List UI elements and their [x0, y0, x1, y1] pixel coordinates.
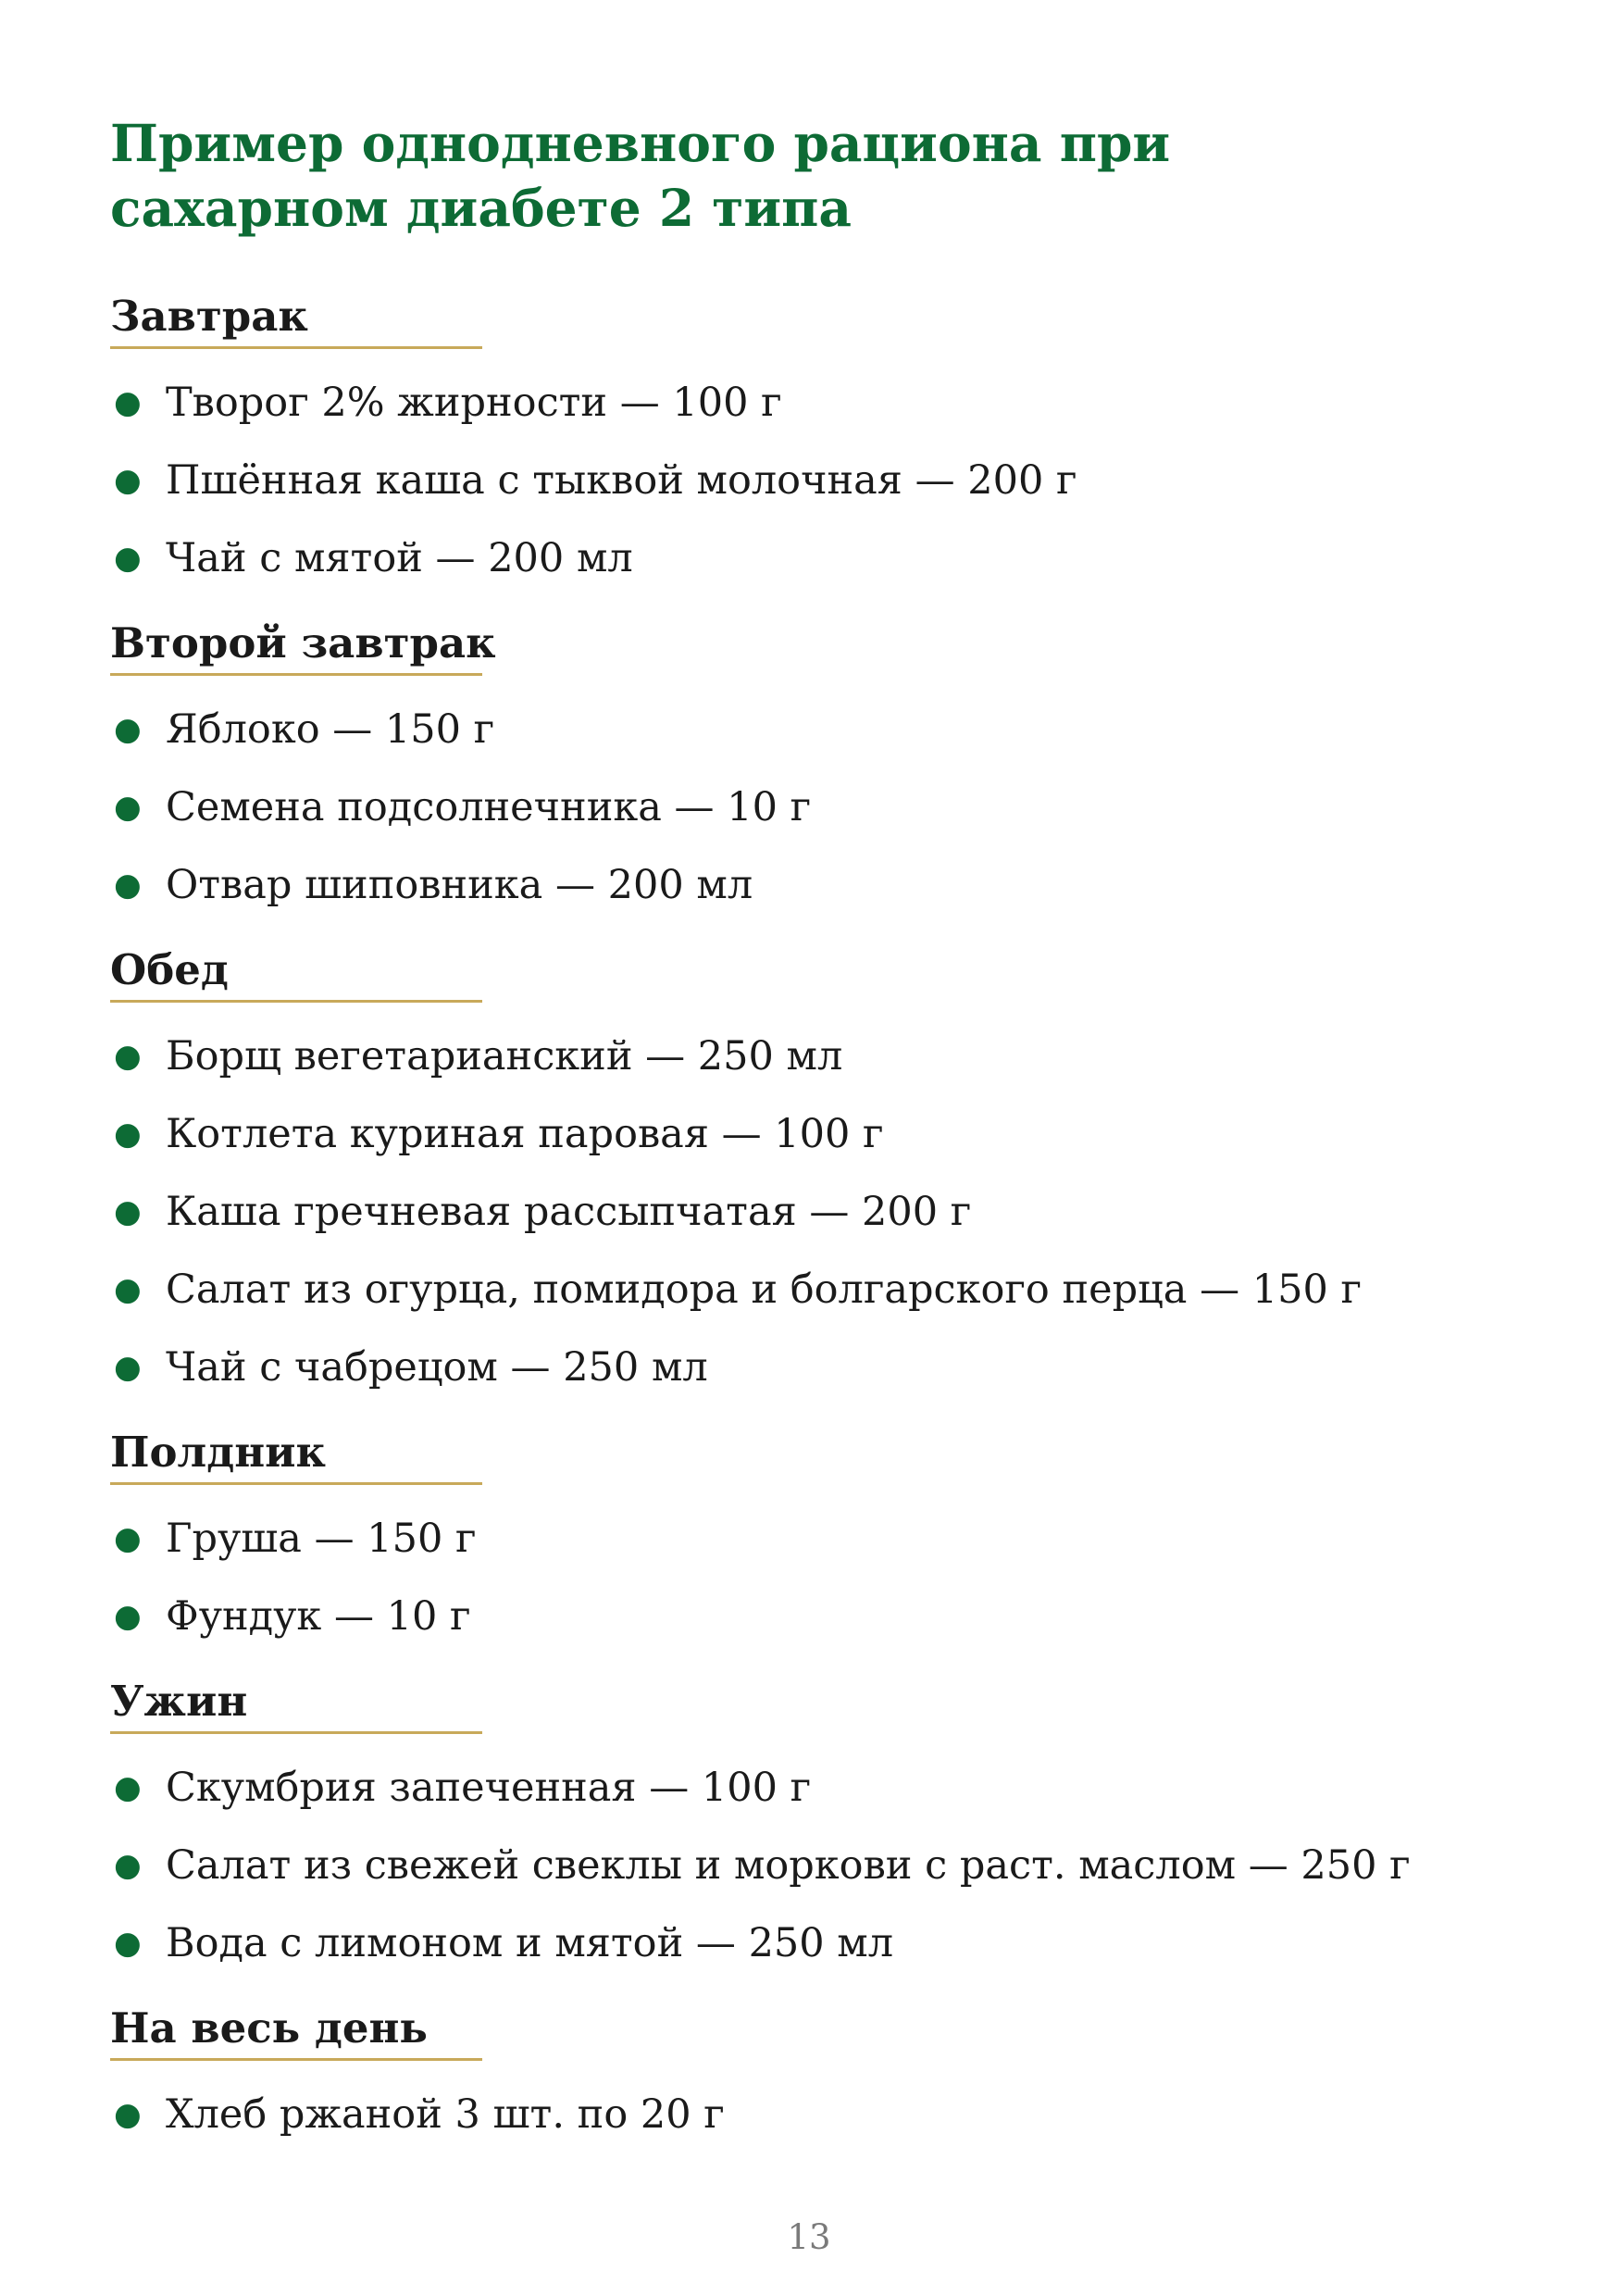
bullet-dot-icon: ●: [114, 1116, 142, 1153]
list-item: [110, 1749, 1517, 1827]
bullet-dot-icon: ●: [114, 1847, 142, 1884]
section-heading: Завтрак: [110, 292, 308, 341]
bullet-dot-icon: ●: [114, 1520, 142, 1557]
list-item: [110, 1095, 1517, 1173]
bullet-dot-icon: ●: [114, 1769, 142, 1806]
list-item-text: Пшённая каша с тыквой молочная — 200 г: [166, 457, 1077, 504]
section-heading: Второй завтрак: [110, 618, 496, 668]
list-item: [110, 1827, 1517, 1904]
bullet-dot-icon: ●: [114, 789, 142, 826]
page-number: 13: [787, 2217, 831, 2257]
section-lunch: [110, 944, 1517, 1406]
bullet-dot-icon: ●: [114, 1925, 142, 1962]
list-item-text: Скумбрия запеченная — 100 г: [166, 1765, 812, 1811]
list-item-text: Яблоко — 150 г: [166, 706, 495, 753]
list-item: [110, 1017, 1517, 1095]
list-item: [110, 1578, 1517, 1655]
heading-underline: [110, 2058, 482, 2061]
bullet-dot-icon: ●: [114, 711, 142, 748]
list-item-text: Вода с лимоном и мятой — 250 мл: [166, 1920, 894, 1966]
bullet-dot-icon: ●: [114, 1271, 142, 1308]
list-item: [110, 1500, 1517, 1578]
list-item-text: Отвар шиповника — 200 мл: [166, 862, 753, 908]
section-second-breakfast: [110, 618, 1517, 924]
section-heading: Ужин: [110, 1677, 248, 1726]
section-heading: Обед: [110, 945, 229, 994]
bullet-dot-icon: ●: [114, 1349, 142, 1386]
list-item-text: Творог 2% жирности — 100 г: [166, 380, 782, 426]
section-whole-day: [110, 2003, 1517, 2153]
bullet-dot-icon: ●: [114, 1598, 142, 1635]
heading-underline: [110, 1731, 482, 1734]
list-item: [110, 2076, 1517, 2153]
bullet-dot-icon: ●: [114, 1193, 142, 1230]
list-item-text: Борщ вегетарианский — 250 мл: [166, 1033, 843, 1079]
list-item-text: Чай с чабрецом — 250 мл: [166, 1344, 708, 1391]
list-item: [110, 1904, 1517, 1982]
list-item-text: Каша гречневая рассыпчатая — 200 г: [166, 1189, 972, 1235]
section-afternoon-snack: [110, 1427, 1517, 1655]
heading-underline: [110, 346, 482, 349]
bullet-dot-icon: ●: [114, 462, 142, 499]
list-item-text: Фундук — 10 г: [166, 1593, 471, 1640]
list-item-text: Котлета куриная паровая — 100 г: [166, 1111, 884, 1157]
heading-underline: [110, 673, 482, 676]
list-item: [110, 364, 1517, 442]
list-item: [110, 1251, 1517, 1329]
heading-underline: [110, 1000, 482, 1003]
list-item: [110, 768, 1517, 846]
page-title: Пример однодневного рациона при сахарном диабете 2 типа: [110, 113, 1171, 238]
list-item: [110, 519, 1517, 597]
list-item-text: Салат из свежей свеклы и моркови с раст. маслом — 250 г: [166, 1842, 1411, 1889]
bullet-dot-icon: ●: [114, 2096, 142, 2133]
list-item-text: Семена подсолнечника — 10 г: [166, 784, 812, 830]
list-item-text: Хлеб ржаной 3 шт. по 20 г: [166, 2091, 725, 2138]
list-item: [110, 846, 1517, 924]
document-page: [110, 111, 1517, 2174]
bullet-dot-icon: ●: [114, 867, 142, 904]
list-item: [110, 1173, 1517, 1251]
list-item-text: Груша — 150 г: [166, 1516, 477, 1562]
list-item: [110, 691, 1517, 768]
list-item: [110, 1329, 1517, 1406]
list-item-text: Салат из огурца, помидора и болгарского перца — 150 г: [166, 1267, 1363, 1313]
list-item-text: Чай с мятой — 200 мл: [166, 535, 633, 581]
bullet-dot-icon: ●: [114, 540, 142, 577]
bullet-dot-icon: ●: [114, 384, 142, 421]
section-heading: Полдник: [110, 1428, 327, 1477]
section-dinner: [110, 1676, 1517, 1982]
section-breakfast: [110, 291, 1517, 597]
heading-underline: [110, 1482, 482, 1485]
bullet-dot-icon: ●: [114, 1038, 142, 1075]
list-item: [110, 442, 1517, 519]
section-heading: На весь день: [110, 2003, 428, 2053]
